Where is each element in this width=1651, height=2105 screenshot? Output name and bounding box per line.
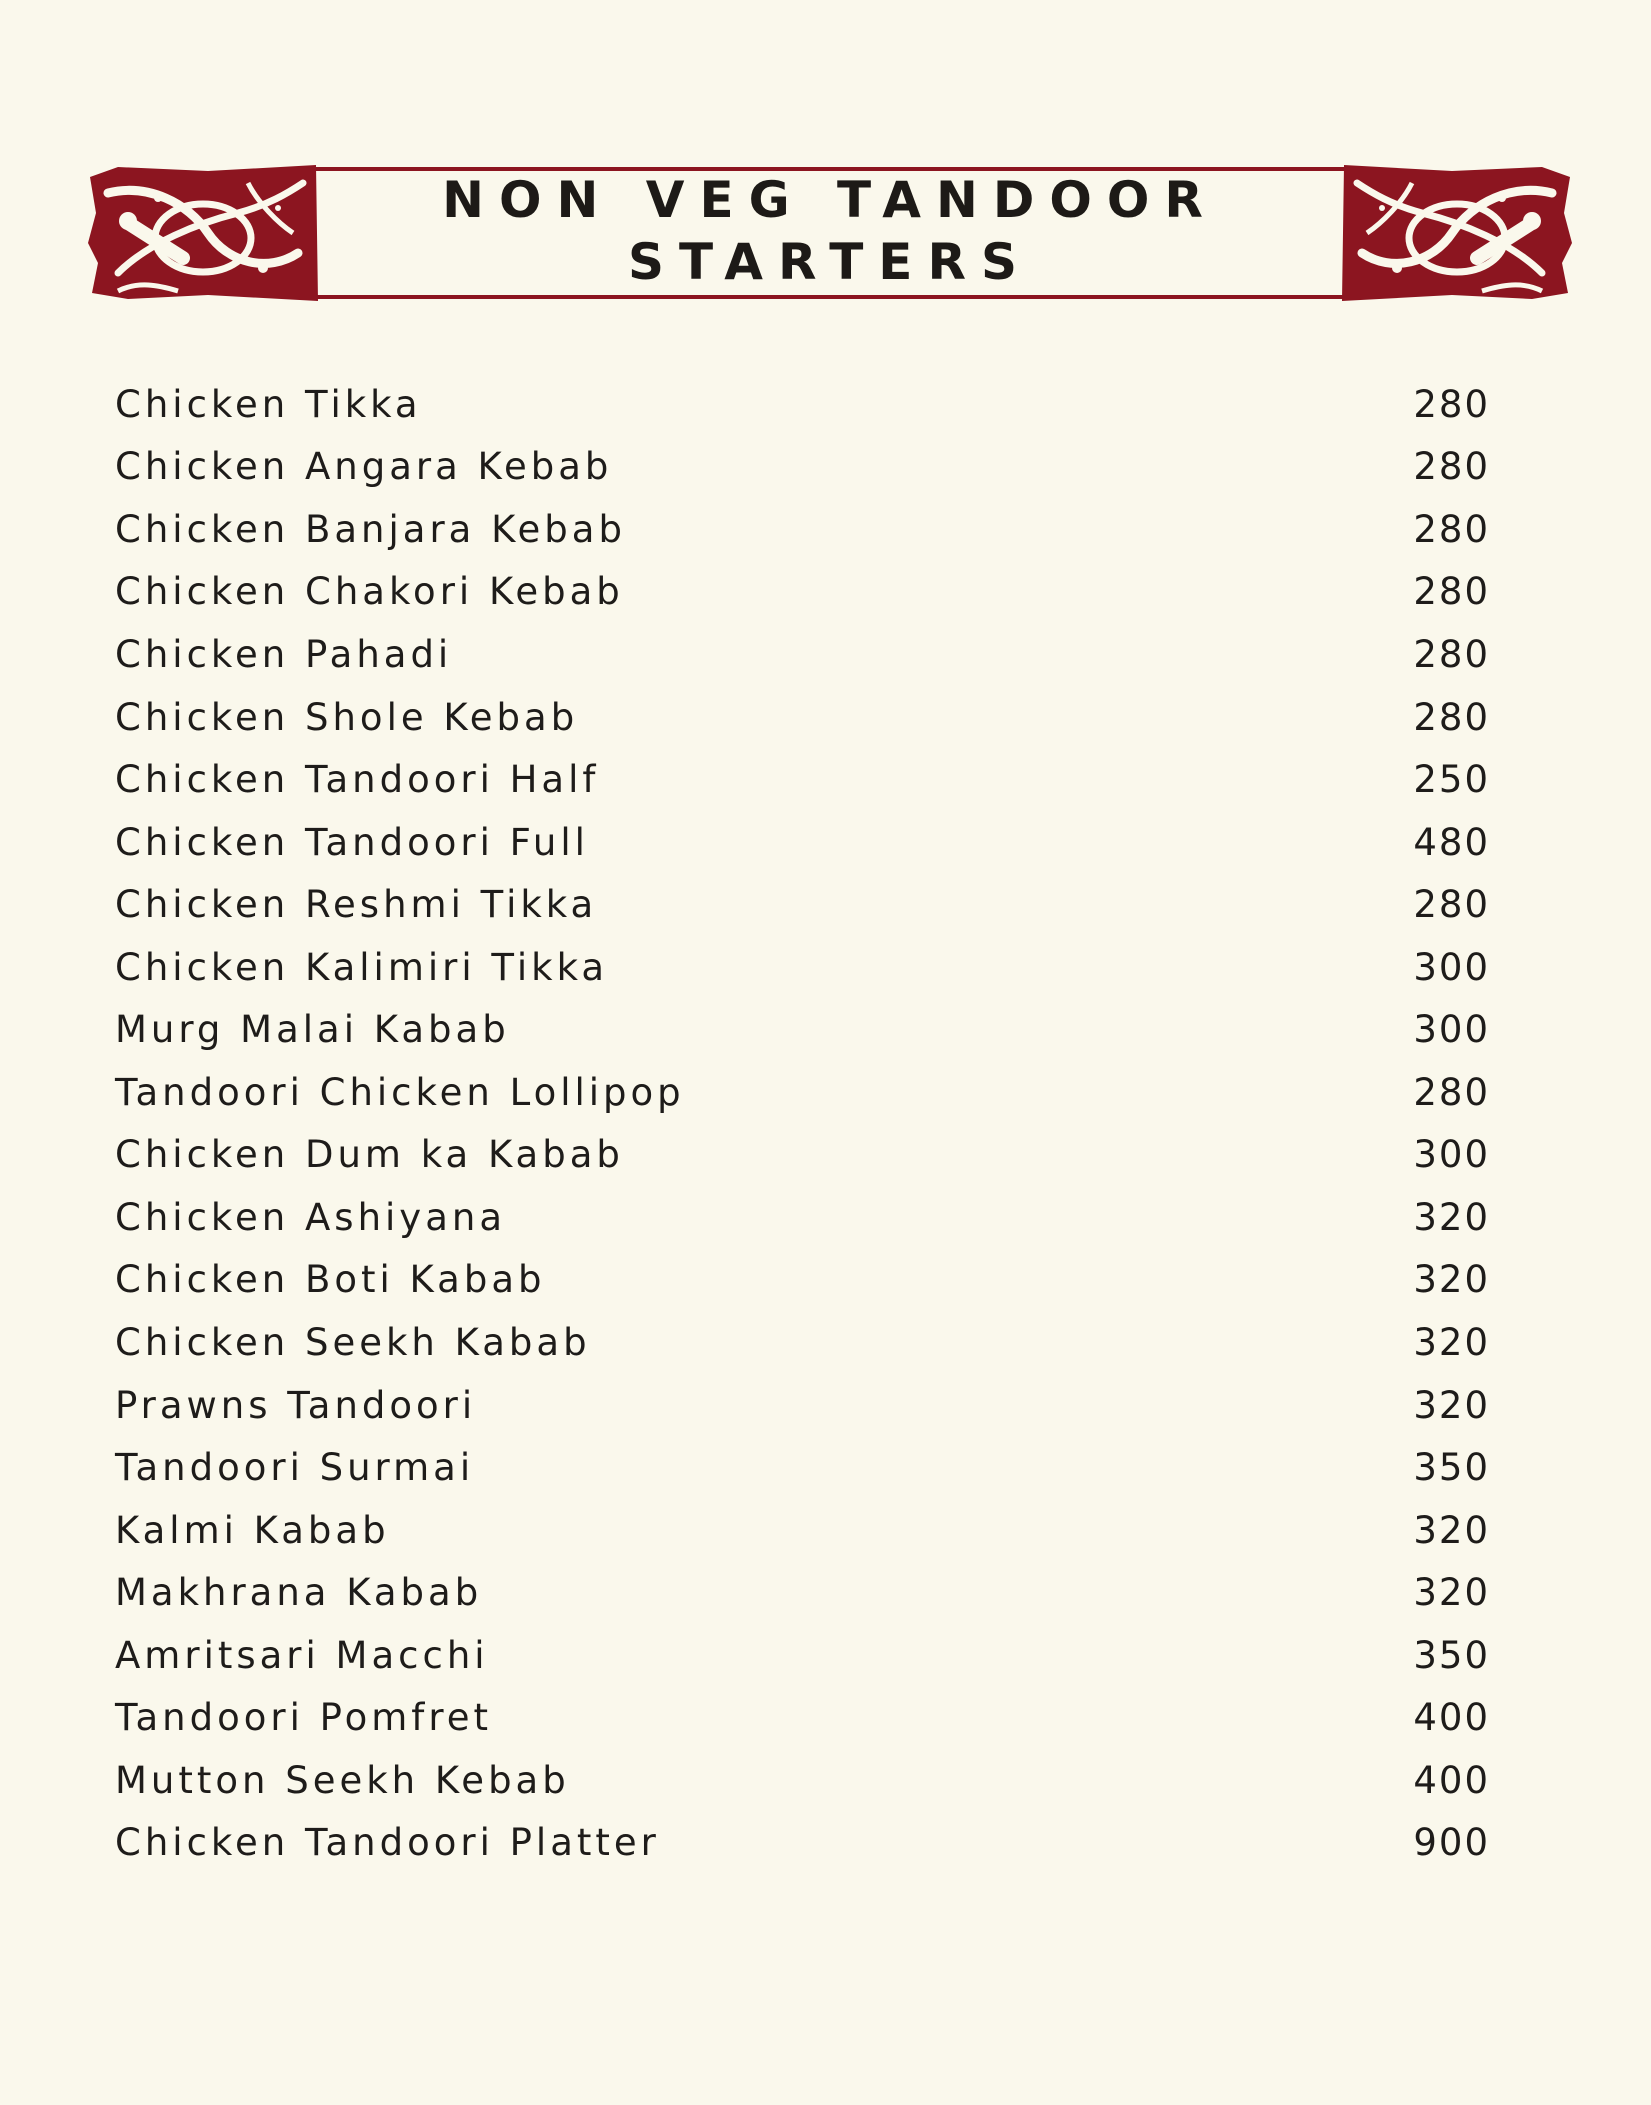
item-price: 320: [1413, 1320, 1490, 1364]
item-name: Chicken Boti Kabab: [115, 1258, 546, 1302]
page-title: [320, 169, 1340, 293]
item-name: Prawns Tandoori: [115, 1383, 477, 1427]
menu-item: [115, 1812, 1490, 1875]
menu-list: [115, 373, 1490, 1874]
menu-item: [115, 1061, 1490, 1124]
celtic-knot-ornament-icon: [88, 163, 320, 303]
item-price: 320: [1413, 1571, 1490, 1615]
item-price: 320: [1413, 1383, 1490, 1427]
menu-item: [115, 623, 1490, 686]
item-name: Kalmi Kabab: [115, 1508, 390, 1552]
menu-item: [115, 998, 1490, 1061]
title-line-2: STARTERS: [628, 233, 1032, 291]
item-price: 280: [1413, 445, 1490, 489]
item-price: 250: [1413, 758, 1490, 802]
item-name: Chicken Tandoori Platter: [115, 1821, 660, 1865]
item-name: Makhrana Kabab: [115, 1571, 483, 1615]
item-price: 480: [1413, 820, 1490, 864]
item-price: 280: [1413, 1070, 1490, 1114]
item-price: 300: [1413, 1008, 1490, 1052]
item-price: 280: [1413, 632, 1490, 676]
menu-item: [115, 1436, 1490, 1499]
item-name: Chicken Banjara Kebab: [115, 507, 626, 551]
item-name: Tandoori Pomfret: [115, 1696, 492, 1740]
title-line-1: NON VEG TANDOOR: [442, 171, 1218, 229]
item-price: 300: [1413, 945, 1490, 989]
header-banner: [88, 163, 1572, 303]
menu-item: [115, 686, 1490, 749]
item-name: Chicken Shole Kebab: [115, 695, 579, 739]
menu-item: [115, 1186, 1490, 1249]
item-price: 320: [1413, 1508, 1490, 1552]
item-name: Chicken Angara Kebab: [115, 445, 613, 489]
menu-item: [115, 748, 1490, 811]
item-name: Chicken Pahadi: [115, 632, 453, 676]
menu-item: [115, 1124, 1490, 1187]
item-price: 320: [1413, 1195, 1490, 1239]
item-name: Tandoori Chicken Lollipop: [115, 1070, 685, 1114]
item-price: 280: [1413, 382, 1490, 426]
item-price: 350: [1413, 1633, 1490, 1677]
menu-item: [115, 1311, 1490, 1374]
menu-item: [115, 936, 1490, 999]
item-price: 350: [1413, 1446, 1490, 1490]
item-name: Chicken Tandoori Full: [115, 820, 589, 864]
menu-item: [115, 1686, 1490, 1749]
item-price: 280: [1413, 883, 1490, 927]
menu-item: [115, 498, 1490, 561]
item-price: 280: [1413, 507, 1490, 551]
item-price: 900: [1413, 1821, 1490, 1865]
celtic-knot-ornament-icon: [1340, 163, 1572, 303]
item-name: Chicken Kalimiri Tikka: [115, 945, 609, 989]
menu-item: [115, 373, 1490, 436]
item-price: 280: [1413, 570, 1490, 614]
item-name: Tandoori Surmai: [115, 1446, 475, 1490]
menu-item: [115, 436, 1490, 499]
item-name: Chicken Seekh Kabab: [115, 1320, 591, 1364]
menu-item: [115, 1624, 1490, 1687]
item-name: Mutton Seekh Kebab: [115, 1758, 570, 1802]
item-price: 320: [1413, 1258, 1490, 1302]
item-price: 280: [1413, 695, 1490, 739]
menu-item: [115, 1499, 1490, 1562]
menu-item: [115, 1249, 1490, 1312]
menu-item: [115, 1749, 1490, 1812]
item-name: Chicken Reshmi Tikka: [115, 883, 598, 927]
menu-item: [115, 1561, 1490, 1624]
menu-item: [115, 811, 1490, 874]
menu-item: [115, 1374, 1490, 1437]
menu-item: [115, 873, 1490, 936]
item-price: 400: [1413, 1758, 1490, 1802]
item-name: Chicken Dum ka Kabab: [115, 1133, 624, 1177]
item-price: 400: [1413, 1696, 1490, 1740]
item-name: Chicken Tikka: [115, 382, 422, 426]
item-name: Chicken Ashiyana: [115, 1195, 507, 1239]
item-name: Murg Malai Kabab: [115, 1008, 510, 1052]
item-price: 300: [1413, 1133, 1490, 1177]
menu-item: [115, 561, 1490, 624]
item-name: Amritsari Macchi: [115, 1633, 489, 1677]
item-name: Chicken Tandoori Half: [115, 758, 600, 802]
item-name: Chicken Chakori Kebab: [115, 570, 624, 614]
